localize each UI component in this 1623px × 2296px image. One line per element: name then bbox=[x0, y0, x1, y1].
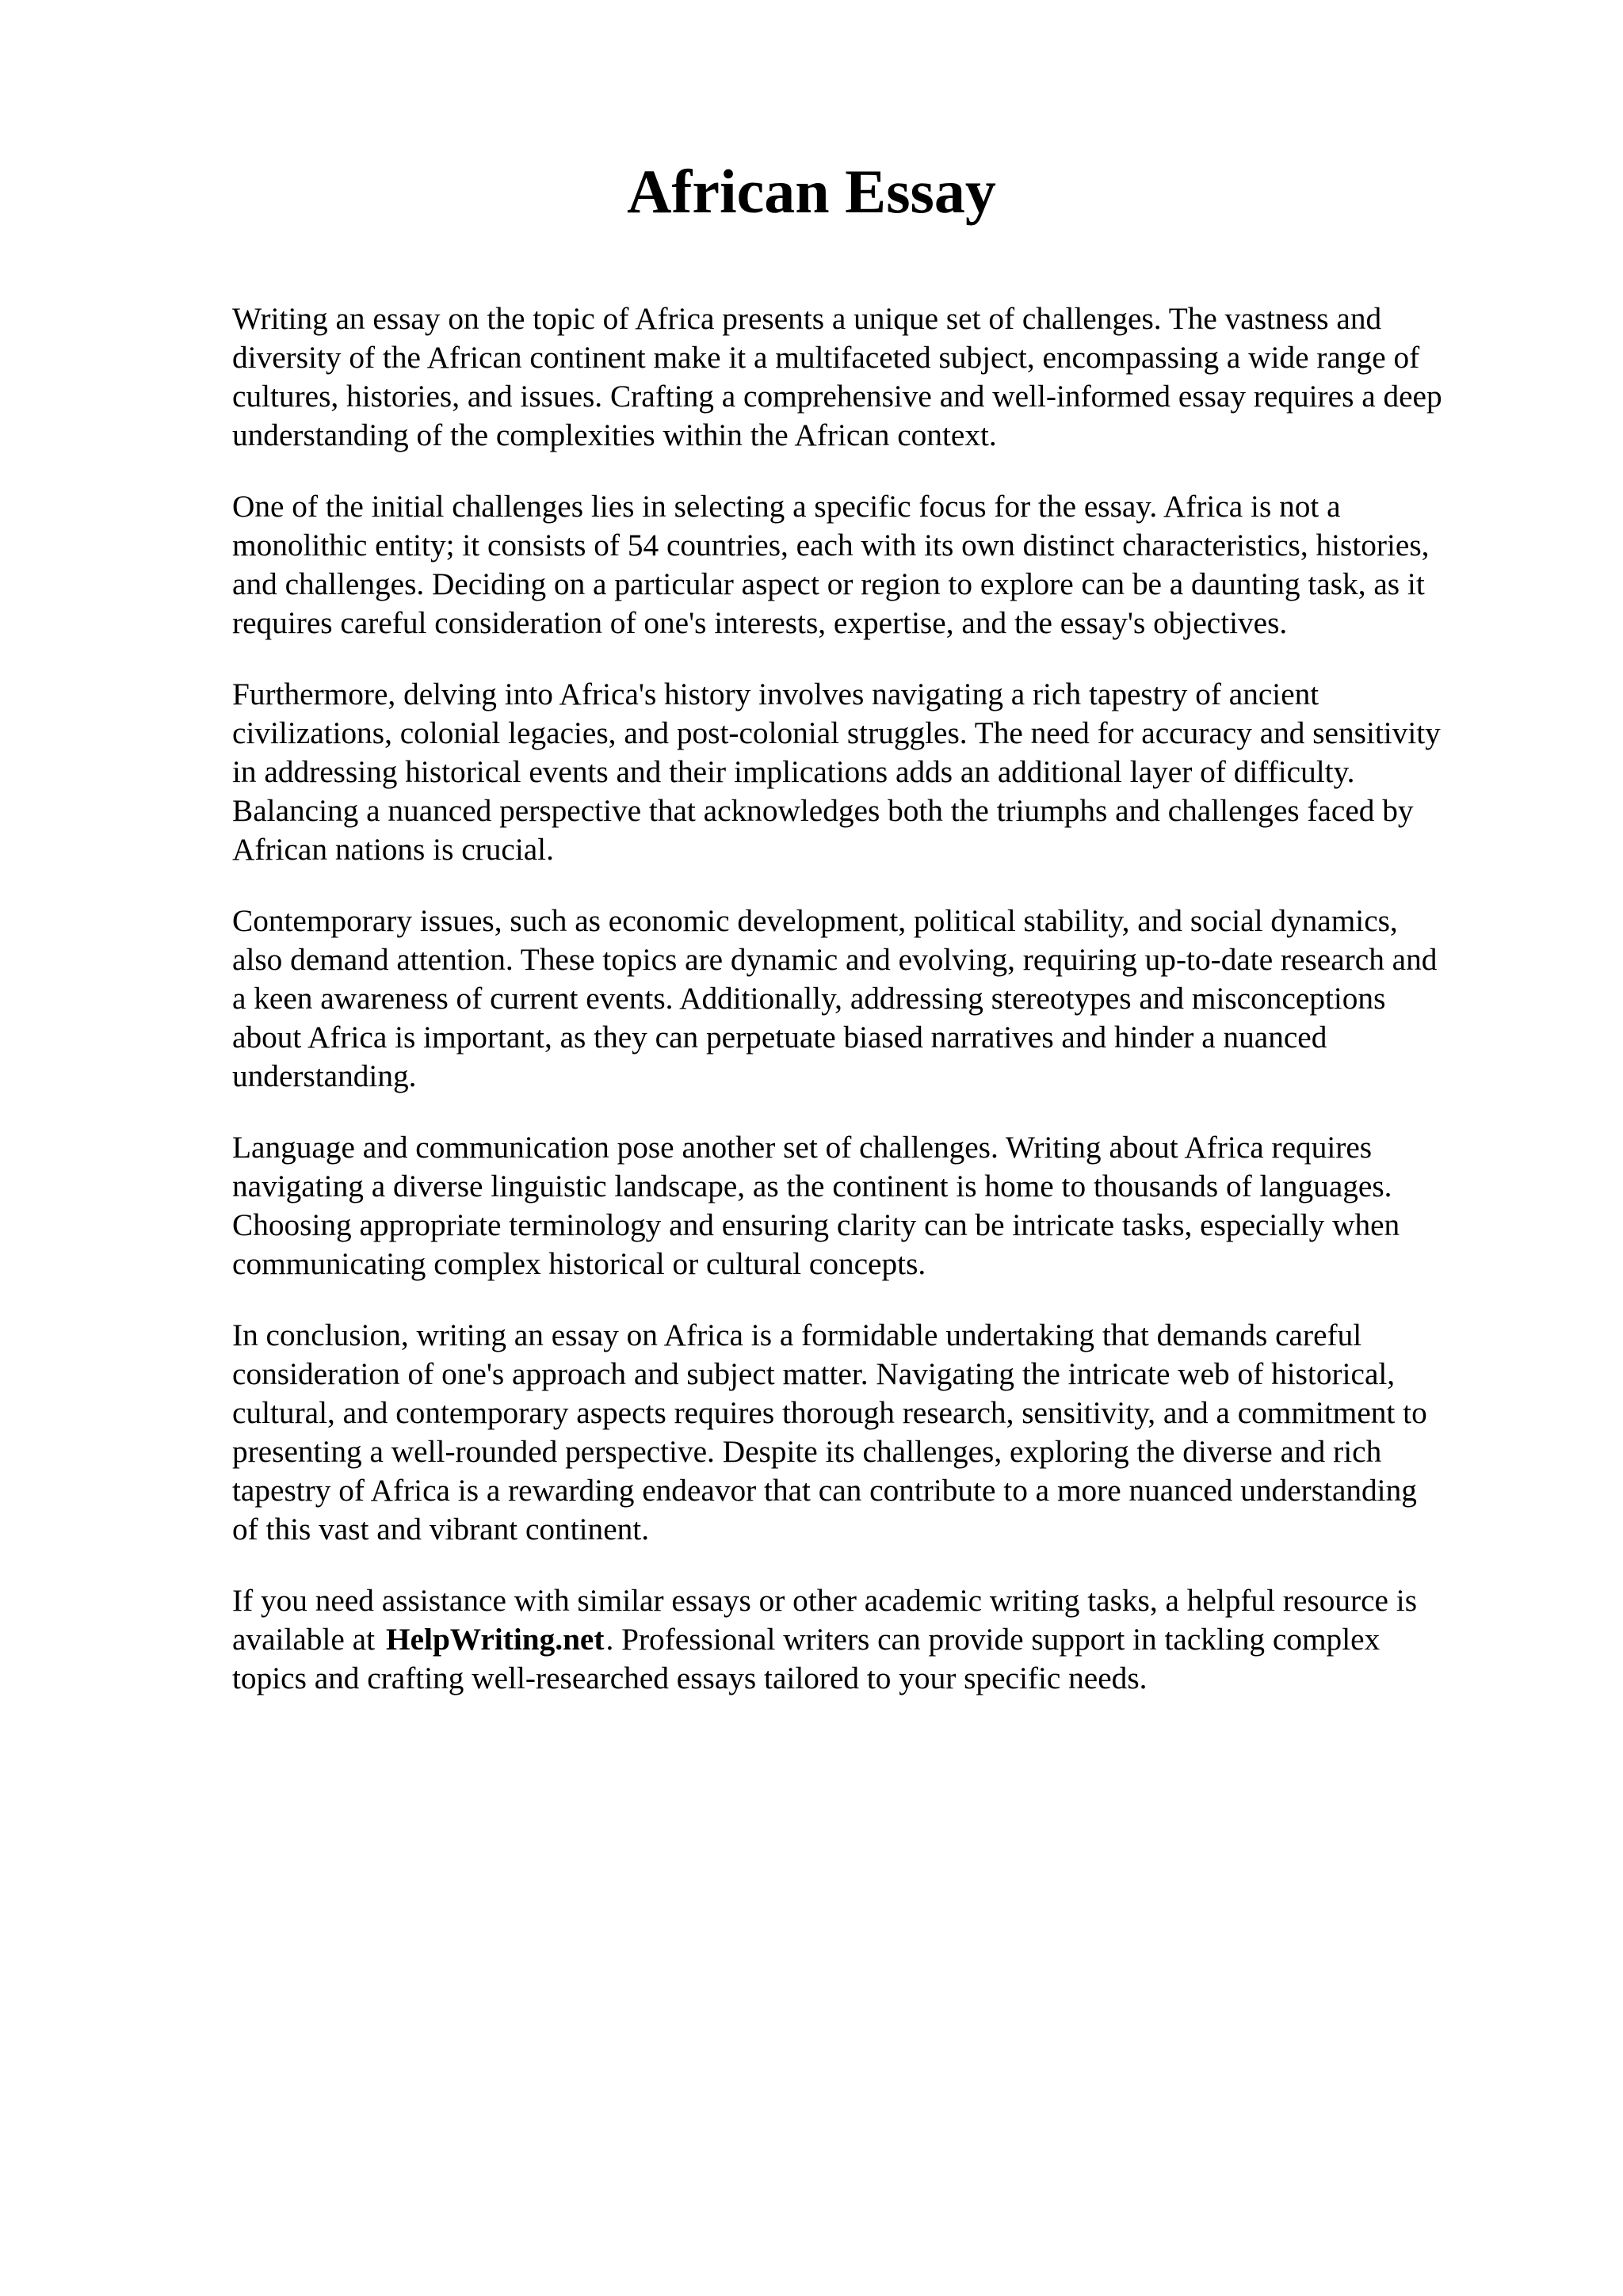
paragraph-contemporary bbox=[232, 902, 1518, 1096]
paragraph-language bbox=[232, 1128, 1518, 1283]
paragraph-intro bbox=[232, 299, 1518, 455]
text-line: monolithic entity; it consists of 54 countries, each with its own distinct characteristics, histories, bbox=[232, 528, 1430, 563]
text-line: If you need assistance with similar essays or other academic writing tasks, a helpful resource is bbox=[232, 1583, 1418, 1618]
text-line: Contemporary issues, such as economic development, political stability, and social dynamics, bbox=[232, 903, 1398, 938]
text-line: navigating a diverse linguistic landscape, as the continent is home to thousands of languages. bbox=[232, 1169, 1392, 1203]
text-line: requires careful consideration of one's interests, expertise, and the essay's objectives. bbox=[232, 605, 1288, 640]
text-line: also demand attention. These topics are dynamic and evolving, requiring up-to-date research and bbox=[232, 942, 1438, 977]
page-title: African Essay bbox=[627, 157, 996, 226]
text-line: One of the initial challenges lies in selecting a specific focus for the essay. Africa is not a bbox=[232, 489, 1341, 524]
text-line: a keen awareness of current events. Additionally, addressing stereotypes and misconceptions bbox=[232, 981, 1386, 1016]
essay-body bbox=[232, 299, 1518, 1730]
paragraph-closing bbox=[232, 1581, 1518, 1698]
paragraph-focus bbox=[232, 487, 1518, 643]
paragraph-conclusion bbox=[232, 1316, 1518, 1549]
text-line: Furthermore, delving into Africa's history involves navigating a rich tapestry of ancient bbox=[232, 677, 1319, 711]
text-line: Language and communication pose another set of challenges. Writing about Africa requires bbox=[232, 1130, 1373, 1165]
text-line: In conclusion, writing an essay on Africa is a formidable undertaking that demands careful bbox=[232, 1318, 1362, 1352]
text-line: presenting a well-rounded perspective. Despite its challenges, exploring the diverse and rich bbox=[232, 1434, 1382, 1469]
helpwriting-link[interactable]: HelpWriting.net bbox=[386, 1622, 605, 1657]
closing-suffix: . Professional writers can provide support in tackling complex bbox=[605, 1622, 1381, 1657]
text-line: Balancing a nuanced perspective that acknowledges both the triumphs and challenges faced by bbox=[232, 793, 1414, 828]
paragraph-history bbox=[232, 675, 1518, 869]
text-line: of this vast and vibrant continent. bbox=[232, 1512, 650, 1547]
text-line: and challenges. Deciding on a particular aspect or region to explore can be a daunting task, as it bbox=[232, 566, 1425, 601]
text-line: in addressing historical events and their implications adds an additional layer of difficulty. bbox=[232, 754, 1355, 789]
text-line: understanding of the complexities within the African context. bbox=[232, 418, 997, 452]
text-line: civilizations, colonial legacies, and post-colonial struggles. The need for accuracy and sensitivity bbox=[232, 715, 1441, 750]
text-line: topics and crafting well-researched essays tailored to your specific needs. bbox=[232, 1661, 1148, 1695]
text-line: tapestry of Africa is a rewarding endeavor that can contribute to a more nuanced understanding bbox=[232, 1473, 1417, 1508]
closing-prefix: available at bbox=[232, 1622, 376, 1657]
text-line: African nations is crucial. bbox=[232, 832, 554, 867]
text-line: Writing an essay on the topic of Africa presents a unique set of challenges. The vastness and bbox=[232, 301, 1382, 336]
text-line: diversity of the African continent make it a multifaceted subject, encompassing a wide range of bbox=[232, 340, 1420, 375]
text-line: cultures, histories, and issues. Crafting a comprehensive and well-informed essay requires a deep bbox=[232, 379, 1442, 414]
text-line: consideration of one's approach and subject matter. Navigating the intricate web of historical, bbox=[232, 1356, 1396, 1391]
text-line: Choosing appropriate terminology and ensuring clarity can be intricate tasks, especially when bbox=[232, 1207, 1400, 1242]
text-line: understanding. bbox=[232, 1058, 417, 1093]
text-line: about Africa is important, as they can perpetuate biased narratives and hinder a nuanced bbox=[232, 1020, 1327, 1055]
text-line: cultural, and contemporary aspects requires thorough research, sensitivity, and a commitment to bbox=[232, 1395, 1427, 1430]
text-line bbox=[232, 1620, 1518, 1659]
text-line: communicating complex historical or cultural concepts. bbox=[232, 1246, 926, 1281]
